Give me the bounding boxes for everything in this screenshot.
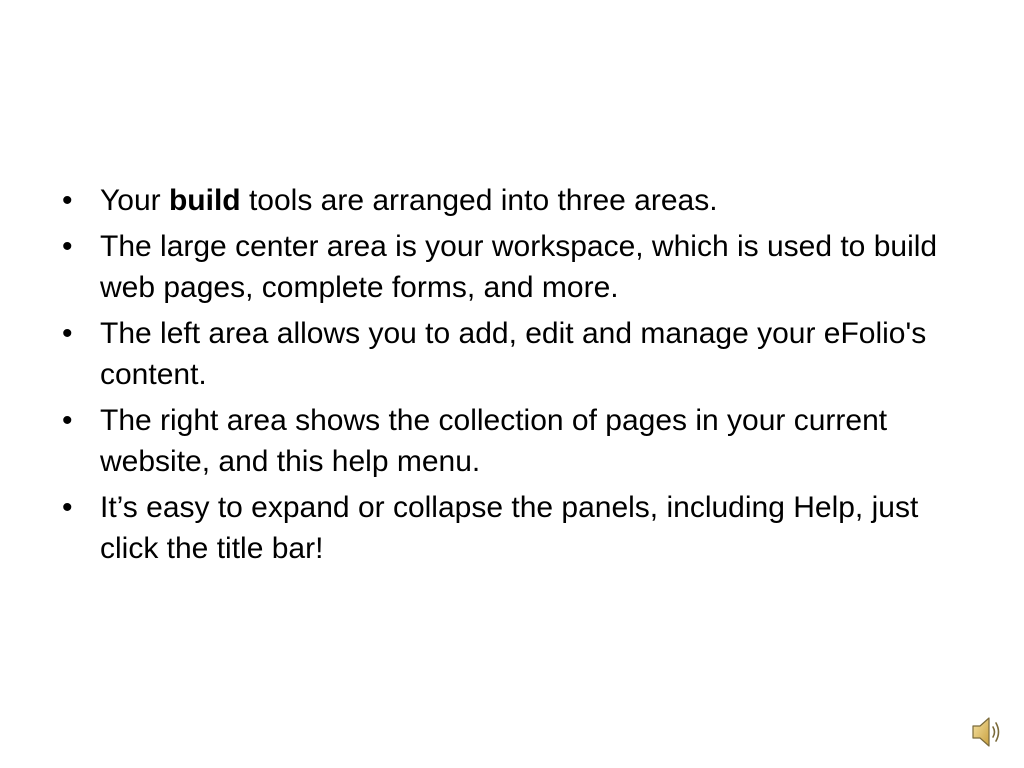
bullet-marker: • xyxy=(62,491,73,524)
speaker-icon-graphic xyxy=(970,712,1004,752)
speaker-icon[interactable] xyxy=(970,712,1004,752)
bullet-text: The left area allows you to add, edit and manage your eFolio's content. xyxy=(100,317,927,391)
bullet-text: It’s easy to expand or collapse the panels, including Help, just click the title bar! xyxy=(100,491,919,565)
bullet-marker: • xyxy=(62,404,73,437)
bullet-item-build-tools xyxy=(58,180,963,221)
bullet-item-expand-collapse xyxy=(58,487,963,569)
bullet-item-right-area xyxy=(58,400,963,482)
bullet-text: The large center area is your workspace, which is used to build web pages, complete forms, and more. xyxy=(100,230,938,304)
bullet-text-suffix: tools are arranged into three areas. xyxy=(240,184,718,217)
bullet-text-bold: build xyxy=(168,184,241,217)
bullet-item-center-area xyxy=(58,226,963,308)
bullet-marker: • xyxy=(62,317,73,350)
bullet-text-prefix: Your xyxy=(100,184,169,217)
bullet-item-left-area xyxy=(58,313,963,395)
bullet-list xyxy=(58,180,963,574)
bullet-marker: • xyxy=(62,184,73,217)
bullet-marker: • xyxy=(62,230,73,263)
bullet-text: The right area shows the collection of pages in your current website, and this help menu. xyxy=(100,404,888,478)
